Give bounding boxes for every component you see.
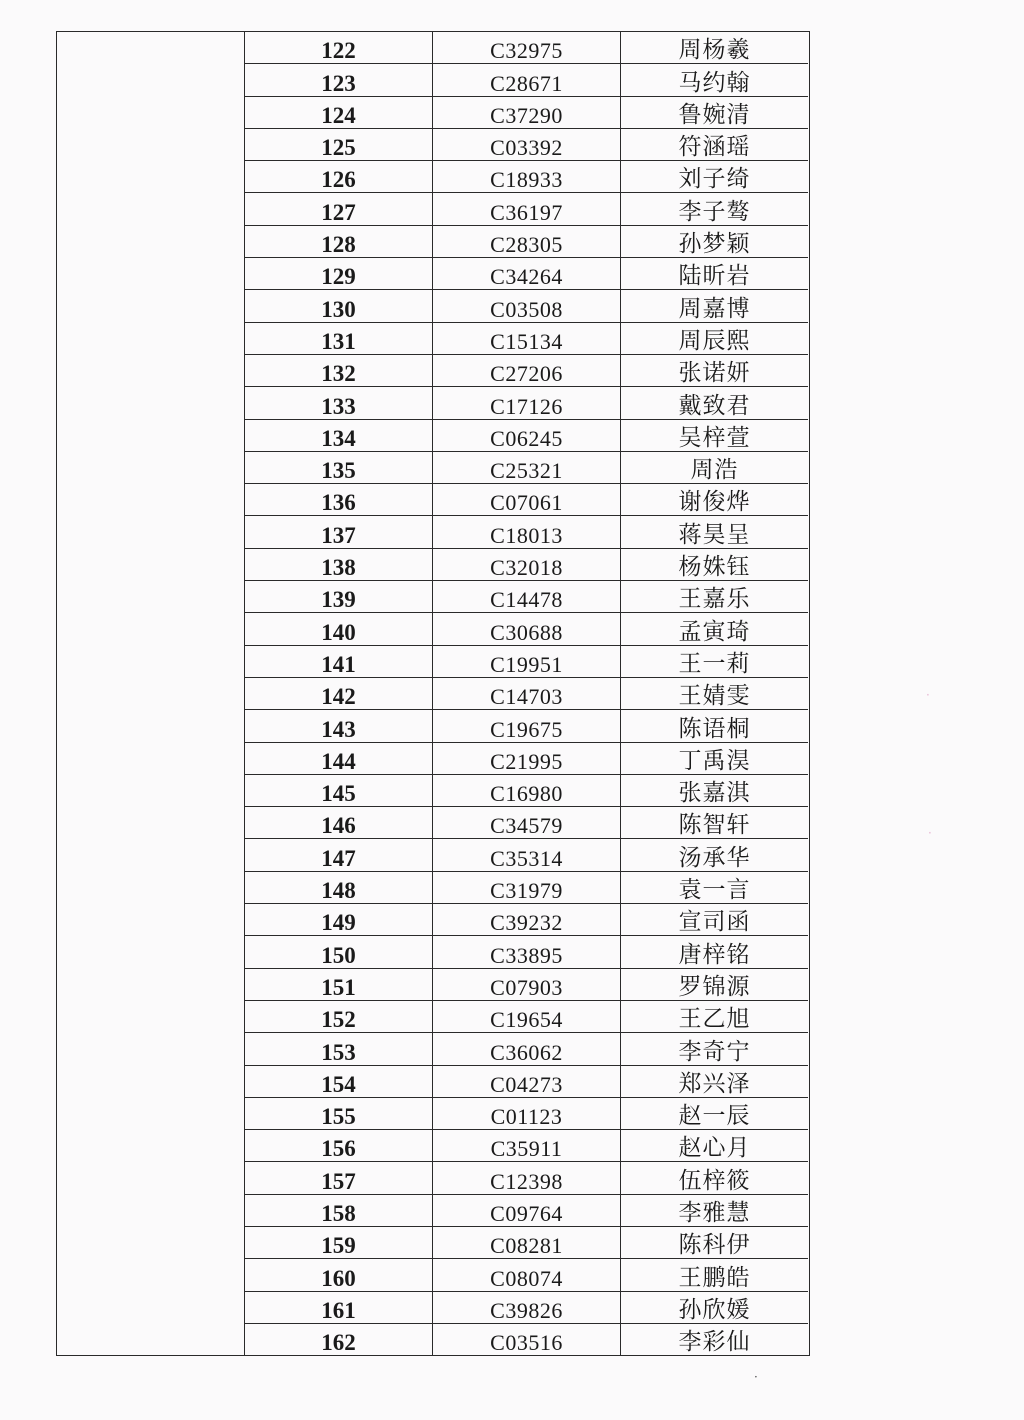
candidate-id: C03392 bbox=[433, 129, 621, 160]
table-row bbox=[245, 323, 808, 355]
row-number: 158 bbox=[245, 1195, 433, 1226]
table-body bbox=[245, 32, 808, 1355]
student-name: 李奇宁 bbox=[678, 1038, 751, 1065]
candidate-id: C25321 bbox=[433, 452, 621, 483]
candidate-id: C09764 bbox=[433, 1195, 621, 1226]
row-number: 152 bbox=[245, 1001, 433, 1032]
student-name: 鲁婉清 bbox=[678, 101, 751, 128]
table-row bbox=[245, 1324, 808, 1355]
candidate-id: C34579 bbox=[433, 807, 621, 838]
row-number: 126 bbox=[245, 161, 433, 192]
row-number: 156 bbox=[245, 1130, 433, 1161]
table-row bbox=[245, 936, 808, 968]
row-number: 133 bbox=[245, 387, 433, 418]
student-name: 王乙旭 bbox=[678, 1006, 751, 1033]
candidate-id: C35911 bbox=[433, 1130, 621, 1161]
table-row bbox=[245, 969, 808, 1001]
table-row bbox=[245, 807, 808, 839]
table-row bbox=[245, 1098, 808, 1130]
candidate-id: C27206 bbox=[433, 355, 621, 386]
row-number: 130 bbox=[245, 290, 433, 321]
candidate-id: C16980 bbox=[433, 775, 621, 806]
blank-column bbox=[57, 32, 245, 1355]
candidate-id: C31979 bbox=[433, 872, 621, 903]
candidate-id: C08074 bbox=[433, 1259, 621, 1290]
student-name: 刘子绮 bbox=[678, 166, 751, 193]
candidate-id: C19951 bbox=[433, 646, 621, 677]
row-number: 132 bbox=[245, 355, 433, 386]
table-row bbox=[245, 904, 808, 936]
row-number: 149 bbox=[245, 904, 433, 935]
candidate-id: C21995 bbox=[433, 743, 621, 774]
candidate-id: C39826 bbox=[433, 1292, 621, 1323]
student-name: 王一莉 bbox=[678, 650, 751, 677]
row-number: 150 bbox=[245, 936, 433, 967]
candidate-id: C03508 bbox=[433, 290, 621, 321]
row-number: 147 bbox=[245, 839, 433, 870]
candidate-id: C28305 bbox=[433, 226, 621, 257]
row-number: 154 bbox=[245, 1066, 433, 1097]
candidate-id: C35314 bbox=[433, 839, 621, 870]
table-row bbox=[245, 1033, 808, 1065]
roster-table bbox=[56, 31, 810, 1356]
table-row bbox=[245, 129, 808, 161]
row-number: 143 bbox=[245, 710, 433, 741]
row-number: 129 bbox=[245, 258, 433, 289]
row-number: 153 bbox=[245, 1033, 433, 1064]
student-name: 孟寅琦 bbox=[678, 618, 751, 645]
candidate-id: C12398 bbox=[433, 1162, 621, 1193]
table-row bbox=[245, 1195, 808, 1227]
student-name: 周辰熙 bbox=[678, 327, 751, 354]
student-name: 李彩仙 bbox=[678, 1329, 751, 1356]
table-row bbox=[245, 290, 808, 322]
student-name: 郑兴泽 bbox=[678, 1070, 751, 1097]
row-number: 157 bbox=[245, 1162, 433, 1193]
row-number: 151 bbox=[245, 969, 433, 1000]
row-number: 125 bbox=[245, 129, 433, 160]
student-name: 周浩 bbox=[690, 457, 739, 484]
row-number: 138 bbox=[245, 549, 433, 580]
row-number: 122 bbox=[245, 32, 433, 63]
candidate-id: C36197 bbox=[433, 193, 621, 224]
table-row bbox=[245, 1259, 808, 1291]
candidate-id: C32975 bbox=[433, 32, 621, 63]
row-number: 160 bbox=[245, 1259, 433, 1290]
candidate-id: C14703 bbox=[433, 678, 621, 709]
candidate-id: C18933 bbox=[433, 161, 621, 192]
student-name: 谢俊烨 bbox=[678, 489, 751, 516]
table-row bbox=[245, 1001, 808, 1033]
table-row bbox=[245, 581, 808, 613]
student-name: 杨姝钰 bbox=[678, 554, 751, 581]
row-number: 142 bbox=[245, 678, 433, 709]
row-number: 140 bbox=[245, 613, 433, 644]
student-name: 赵心月 bbox=[678, 1135, 751, 1162]
candidate-id: C15134 bbox=[433, 323, 621, 354]
pink-stamp-mark: · bbox=[926, 688, 930, 702]
table-row bbox=[245, 387, 808, 419]
student-name: 唐梓铭 bbox=[678, 941, 751, 968]
student-name: 宣司函 bbox=[678, 909, 751, 936]
row-number: 127 bbox=[245, 193, 433, 224]
student-name: 王鹏皓 bbox=[678, 1264, 751, 1291]
table-row bbox=[245, 678, 808, 710]
student-name: 陈智轩 bbox=[678, 812, 751, 839]
student-name: 王嘉乐 bbox=[678, 586, 751, 613]
row-number: 128 bbox=[245, 226, 433, 257]
student-name: 丁禹淏 bbox=[678, 747, 751, 774]
row-number: 123 bbox=[245, 64, 433, 95]
student-name: 陆昕岩 bbox=[678, 263, 751, 290]
student-name: 吴梓萱 bbox=[678, 424, 751, 451]
student-name: 汤承华 bbox=[678, 844, 751, 871]
table-row bbox=[245, 646, 808, 678]
row-number: 145 bbox=[245, 775, 433, 806]
candidate-id: C17126 bbox=[433, 387, 621, 418]
row-number: 146 bbox=[245, 807, 433, 838]
table-row bbox=[245, 1162, 808, 1194]
student-name: 罗锦源 bbox=[678, 973, 751, 1000]
candidate-id: C33895 bbox=[433, 936, 621, 967]
candidate-id: C36062 bbox=[433, 1033, 621, 1064]
table-row bbox=[245, 872, 808, 904]
row-number: 139 bbox=[245, 581, 433, 612]
candidate-id: C28671 bbox=[433, 64, 621, 95]
table-row bbox=[245, 32, 808, 64]
student-name: 王婧雯 bbox=[678, 683, 751, 710]
student-name: 李雅慧 bbox=[678, 1199, 751, 1226]
student-name: 孙欣媛 bbox=[678, 1296, 751, 1323]
pink-stamp-mark: · bbox=[928, 826, 932, 840]
row-number: 161 bbox=[245, 1292, 433, 1323]
table-row bbox=[245, 226, 808, 258]
table-row bbox=[245, 775, 808, 807]
student-name: 赵一辰 bbox=[678, 1103, 751, 1130]
row-number: 159 bbox=[245, 1227, 433, 1258]
candidate-id: C32018 bbox=[433, 549, 621, 580]
candidate-id: C39232 bbox=[433, 904, 621, 935]
row-number: 162 bbox=[245, 1324, 433, 1355]
candidate-id: C07903 bbox=[433, 969, 621, 1000]
table-row bbox=[245, 355, 808, 387]
candidate-id: C04273 bbox=[433, 1066, 621, 1097]
student-name: 周杨羲 bbox=[678, 37, 751, 64]
row-number: 137 bbox=[245, 516, 433, 547]
table-row bbox=[245, 161, 808, 193]
student-name: 符涵瑶 bbox=[678, 134, 751, 161]
candidate-id: C19654 bbox=[433, 1001, 621, 1032]
ink-dot: · bbox=[754, 1370, 758, 1384]
table-row bbox=[245, 420, 808, 452]
candidate-id: C19675 bbox=[433, 710, 621, 741]
row-number: 155 bbox=[245, 1098, 433, 1129]
student-name: 张诺妍 bbox=[678, 360, 751, 387]
candidate-id: C08281 bbox=[433, 1227, 621, 1258]
table-row bbox=[245, 193, 808, 225]
candidate-id: C37290 bbox=[433, 97, 621, 128]
row-number: 136 bbox=[245, 484, 433, 515]
student-name: 陈科伊 bbox=[678, 1232, 751, 1259]
candidate-id: C06245 bbox=[433, 420, 621, 451]
table-row bbox=[245, 97, 808, 129]
table-row bbox=[245, 452, 808, 484]
student-name: 戴致君 bbox=[678, 392, 751, 419]
table-row bbox=[245, 1130, 808, 1162]
row-number: 135 bbox=[245, 452, 433, 483]
row-number: 141 bbox=[245, 646, 433, 677]
table-row bbox=[245, 516, 808, 548]
row-number: 124 bbox=[245, 97, 433, 128]
candidate-id: C30688 bbox=[433, 613, 621, 644]
student-name: 蒋昊呈 bbox=[678, 521, 751, 548]
row-number: 144 bbox=[245, 743, 433, 774]
table-row bbox=[245, 549, 808, 581]
row-number: 148 bbox=[245, 872, 433, 903]
student-name: 袁一言 bbox=[678, 877, 751, 904]
student-name: 马约翰 bbox=[678, 69, 751, 96]
table-row bbox=[245, 1066, 808, 1098]
row-number: 131 bbox=[245, 323, 433, 354]
table-row bbox=[245, 258, 808, 290]
table-row bbox=[245, 64, 808, 96]
candidate-id: C34264 bbox=[433, 258, 621, 289]
student-name: 周嘉博 bbox=[678, 295, 751, 322]
row-number: 134 bbox=[245, 420, 433, 451]
table-row bbox=[245, 484, 808, 516]
candidate-id: C07061 bbox=[433, 484, 621, 515]
student-name: 张嘉淇 bbox=[678, 780, 751, 807]
table-row bbox=[245, 613, 808, 645]
table-row bbox=[245, 710, 808, 742]
student-name: 孙梦颖 bbox=[678, 231, 751, 258]
candidate-id: C03516 bbox=[433, 1324, 621, 1355]
table-row bbox=[245, 743, 808, 775]
student-name: 李子骜 bbox=[678, 198, 751, 225]
candidate-id: C18013 bbox=[433, 516, 621, 547]
student-name: 陈语桐 bbox=[678, 715, 751, 742]
table-row bbox=[245, 1227, 808, 1259]
candidate-id: C01123 bbox=[433, 1098, 621, 1129]
candidate-id: C14478 bbox=[433, 581, 621, 612]
table-row bbox=[245, 839, 808, 871]
table-row bbox=[245, 1292, 808, 1324]
student-name: 伍梓筱 bbox=[678, 1167, 751, 1194]
